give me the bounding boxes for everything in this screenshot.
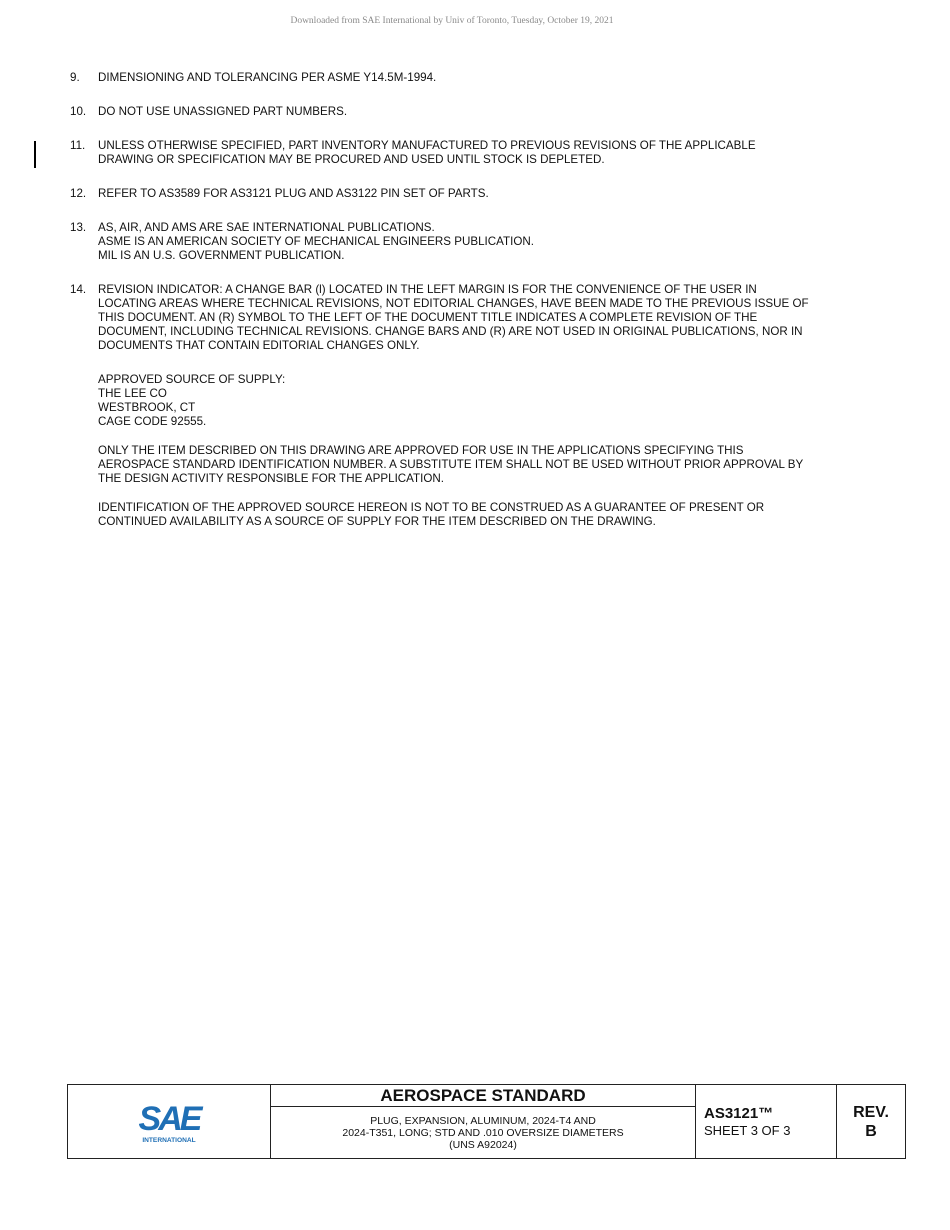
note-line: DOCUMENT, INCLUDING TECHNICAL REVISIONS. CHANGE BARS AND (R) ARE NOT USED IN ORIGINAL PUBLICATIONS, NOR IN <box>98 325 803 338</box>
supply-line: CAGE CODE 92555. <box>98 415 207 428</box>
note-line: UNLESS OTHERWISE SPECIFIED, PART INVENTORY MANUFACTURED TO PREVIOUS REVISIONS OF THE APPLICABLE <box>98 139 756 152</box>
note-line: REFER TO AS3589 FOR AS3121 PLUG AND AS3122 PIN SET OF PARTS. <box>98 187 489 200</box>
notes-section <box>70 71 870 544</box>
note-12 <box>70 187 870 201</box>
identification-statement <box>98 501 870 529</box>
note-line: THIS DOCUMENT. AN (R) SYMBOL TO THE LEFT OF THE DOCUMENT TITLE INDICATES A COMPLETE REVISION OF THE <box>98 311 758 324</box>
description-line: (UNS A92024) <box>449 1138 517 1151</box>
note-number: 14. <box>70 283 87 296</box>
sae-logo-subtext: INTERNATIONAL <box>142 1136 196 1144</box>
sae-logo <box>129 1099 209 1145</box>
description-line: 2024-T351, LONG; STD AND .010 OVERSIZE DIAMETERS <box>342 1126 624 1139</box>
revision-change-bar <box>34 141 36 168</box>
note-number: 9. <box>70 71 80 84</box>
supply-line: THE LEE CO <box>98 387 167 400</box>
revision-value: B <box>865 1122 877 1140</box>
revision-label: REV. <box>853 1103 889 1121</box>
note-text <box>98 283 870 353</box>
note-14 <box>70 283 870 353</box>
note-line: REVISION INDICATOR: A CHANGE BAR (l) LOCATED IN THE LEFT MARGIN IS FOR THE CONVENIENCE OF THE USER IN <box>98 283 757 296</box>
note-number: 13. <box>70 221 87 234</box>
document-type-heading: AEROSPACE STANDARD <box>271 1085 695 1107</box>
note-text <box>98 221 870 263</box>
note-line: ASME IS AN AMERICAN SOCIETY OF MECHANICAL ENGINEERS PUBLICATION. <box>98 235 534 248</box>
note-text <box>98 187 870 201</box>
note-text <box>98 105 870 119</box>
title-cell <box>271 1085 696 1158</box>
supply-line: APPROVED SOURCE OF SUPPLY: <box>98 373 286 386</box>
document-number: AS3121™ <box>704 1104 774 1122</box>
sae-logo-cell <box>68 1085 271 1158</box>
note-number: 12. <box>70 187 87 200</box>
note-number: 11. <box>70 139 86 152</box>
note-number: 10. <box>70 105 87 118</box>
approval-line: AEROSPACE STANDARD IDENTIFICATION NUMBER. A SUBSTITUTE ITEM SHALL NOT BE USED WITHOUT PRIOR APPROVAL BY <box>98 458 804 471</box>
revision-cell <box>837 1085 905 1158</box>
supply-line: WESTBROOK, CT <box>98 401 196 414</box>
note-line: DRAWING OR SPECIFICATION MAY BE PROCURED AND USED UNTIL STOCK IS DEPLETED. <box>98 153 605 166</box>
description-line: PLUG, EXPANSION, ALUMINUM, 2024-T4 AND <box>370 1114 596 1127</box>
sae-logo-text: SAE <box>138 1099 200 1138</box>
title-block <box>67 1084 906 1159</box>
note-11 <box>70 139 870 167</box>
note-text <box>98 71 870 85</box>
note-line: LOCATING AREAS WHERE TECHNICAL REVISIONS, NOT EDITORIAL CHANGES, HAVE BEEN MADE TO THE PREVIOUS ISSUE OF <box>98 297 809 310</box>
note-9 <box>70 71 870 85</box>
note-line: MIL IS AN U.S. GOVERNMENT PUBLICATION. <box>98 249 345 262</box>
approved-source-block <box>98 373 870 429</box>
note-text <box>98 139 870 167</box>
sheet-number: SHEET 3 OF 3 <box>704 1122 791 1138</box>
identification-line: IDENTIFICATION OF THE APPROVED SOURCE HEREON IS NOT TO BE CONSTRUED AS A GUARANTEE OF PRESENT OR <box>98 501 765 514</box>
note-10 <box>70 105 870 119</box>
note-line: DOCUMENTS THAT CONTAIN EDITORIAL CHANGES ONLY. <box>98 339 420 352</box>
note-13 <box>70 221 870 263</box>
note-line: AS, AIR, AND AMS ARE SAE INTERNATIONAL PUBLICATIONS. <box>98 221 435 234</box>
note-line: DO NOT USE UNASSIGNED PART NUMBERS. <box>98 105 348 118</box>
approval-line: THE DESIGN ACTIVITY RESPONSIBLE FOR THE APPLICATION. <box>98 472 444 485</box>
approval-statement <box>98 444 870 486</box>
identification-line: CONTINUED AVAILABILITY AS A SOURCE OF SUPPLY FOR THE ITEM DESCRIBED ON THE DRAWING. <box>98 515 656 528</box>
note-line: DIMENSIONING AND TOLERANCING PER ASME Y14.5M-1994. <box>98 71 437 84</box>
document-number-cell <box>696 1085 837 1158</box>
document-description <box>271 1107 695 1158</box>
download-notice: Downloaded from SAE International by Univ of Toronto, Tuesday, October 19, 2021 <box>290 16 614 26</box>
approval-line: ONLY THE ITEM DESCRIBED ON THIS DRAWING ARE APPROVED FOR USE IN THE APPLICATIONS SPECIFYING THIS <box>98 444 744 457</box>
